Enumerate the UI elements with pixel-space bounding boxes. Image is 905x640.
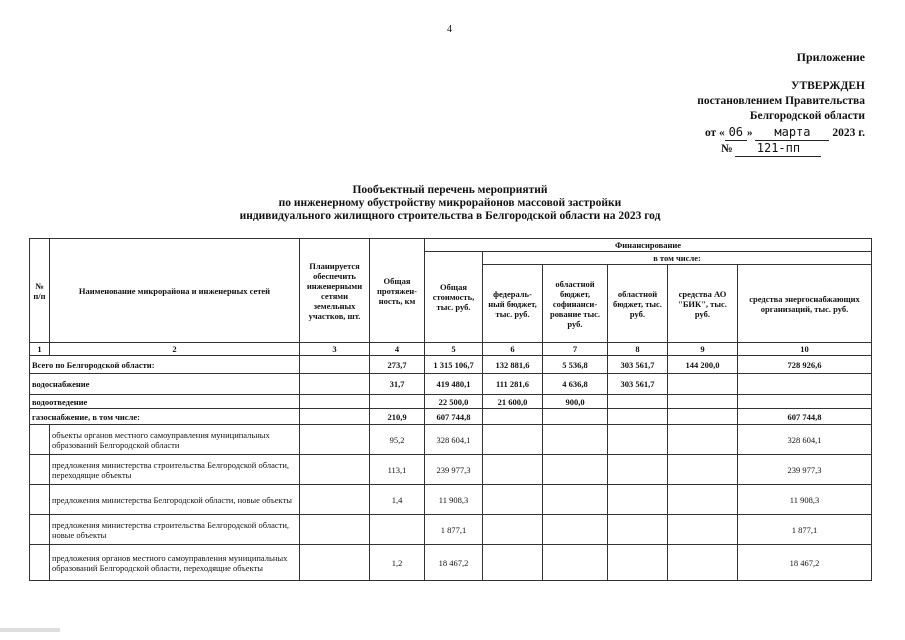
approval-number xyxy=(660,141,865,157)
row-energy: 18 467,2 xyxy=(738,545,872,581)
row-energy xyxy=(738,395,872,409)
row-plots xyxy=(300,395,370,409)
row-energy: 328 604,1 xyxy=(738,425,872,455)
row-cofin: 5 536,8 xyxy=(543,356,608,374)
measures-table xyxy=(29,238,872,581)
row-name: предложения министерства строительства Белгородской области, переходящие объекты xyxy=(50,455,300,485)
row-length xyxy=(370,395,425,409)
table-row xyxy=(30,374,872,395)
title-line-1: Пообъектный перечень мероприятий xyxy=(352,184,548,196)
date-day: 06 xyxy=(725,125,747,141)
table-row xyxy=(30,425,872,455)
row-bik xyxy=(668,515,738,545)
col-num-6: 6 xyxy=(483,343,543,356)
row-name: водоснабжение xyxy=(30,374,300,395)
header-cost: Общая стоимость, тыс. руб. xyxy=(425,252,483,343)
approval-line-2: Белгородской области xyxy=(749,110,865,122)
row-energy: 728 926,6 xyxy=(738,356,872,374)
row-cofin xyxy=(543,485,608,515)
col-num-2: 2 xyxy=(50,343,300,356)
row-plots xyxy=(300,515,370,545)
col-num-5: 5 xyxy=(425,343,483,356)
row-length: 1,4 xyxy=(370,485,425,515)
row-plots xyxy=(300,356,370,374)
header-federal: федераль-ный бюджет, тыс. руб. xyxy=(483,265,543,343)
row-cofin xyxy=(543,409,608,425)
row-length: 31,7 xyxy=(370,374,425,395)
row-length: 113,1 xyxy=(370,455,425,485)
row-bik xyxy=(668,545,738,581)
row-federal: 132 881,6 xyxy=(483,356,543,374)
row-energy: 1 877,1 xyxy=(738,515,872,545)
approval-block xyxy=(660,50,865,157)
row-federal xyxy=(483,515,543,545)
row-energy: 239 977,3 xyxy=(738,455,872,485)
appendix-label: Приложение xyxy=(796,50,865,64)
row-federal: 21 600,0 xyxy=(483,395,543,409)
row-regional xyxy=(608,545,668,581)
row-indent xyxy=(30,545,50,581)
row-indent xyxy=(30,425,50,455)
document-title xyxy=(170,184,730,223)
header-energy: средства энергоснабжающих организаций, тыс. руб. xyxy=(738,265,872,343)
title-line-2: по инженерному обустройству микрорайонов массовой застройки xyxy=(278,197,622,209)
row-plots xyxy=(300,409,370,425)
table-row xyxy=(30,485,872,515)
row-bik xyxy=(668,374,738,395)
row-federal xyxy=(483,409,543,425)
row-bik xyxy=(668,425,738,455)
row-bik xyxy=(668,485,738,515)
row-federal: 111 281,6 xyxy=(483,374,543,395)
header-num: № п/п xyxy=(30,239,50,343)
row-plots xyxy=(300,455,370,485)
col-num-4: 4 xyxy=(370,343,425,356)
table-row xyxy=(30,545,872,581)
row-cost: 419 480,1 xyxy=(425,374,483,395)
col-num-7: 7 xyxy=(543,343,608,356)
header-financing: Финансирование xyxy=(425,239,872,252)
date-month: марта xyxy=(755,125,829,141)
row-cofin: 900,0 xyxy=(543,395,608,409)
row-cofin: 4 636,8 xyxy=(543,374,608,395)
col-num-10: 10 xyxy=(738,343,872,356)
row-length xyxy=(370,515,425,545)
row-regional xyxy=(608,455,668,485)
header-length: Общая протяжен-ность, км xyxy=(370,239,425,343)
row-length: 210,9 xyxy=(370,409,425,425)
header-name: Наименование микрорайона и инженерных сетей xyxy=(50,239,300,343)
col-num-1: 1 xyxy=(30,343,50,356)
row-cost: 607 744,8 xyxy=(425,409,483,425)
row-name: предложения министерства Белгородской области, новые объекты xyxy=(50,485,300,515)
header-plots: Планируется обеспечить инженерными сетями земельных участков, шт. xyxy=(300,239,370,343)
row-cofin xyxy=(543,455,608,485)
header-including: в том числе: xyxy=(483,252,872,265)
row-plots xyxy=(300,545,370,581)
row-regional xyxy=(608,395,668,409)
row-plots xyxy=(300,485,370,515)
row-indent xyxy=(30,515,50,545)
row-name: предложения министерства строительства Белгородской области, новые объекты xyxy=(50,515,300,545)
header-regional: областной бюджет, тыс. руб. xyxy=(608,265,668,343)
approval-date xyxy=(660,125,865,141)
row-name: Всего по Белгородской области: xyxy=(30,356,300,374)
row-cost: 18 467,2 xyxy=(425,545,483,581)
row-bik xyxy=(668,409,738,425)
date-mid: » xyxy=(746,127,753,139)
row-federal xyxy=(483,545,543,581)
row-cost: 239 977,3 xyxy=(425,455,483,485)
row-cofin xyxy=(543,545,608,581)
date-prefix: от « xyxy=(704,127,725,139)
row-federal xyxy=(483,485,543,515)
row-cofin xyxy=(543,515,608,545)
approved-label: УТВЕРЖДЕН xyxy=(791,80,865,92)
header-bik: средства АО "БИК", тыс. руб. xyxy=(668,265,738,343)
row-cost: 22 500,0 xyxy=(425,395,483,409)
row-plots xyxy=(300,425,370,455)
row-regional: 303 561,7 xyxy=(608,374,668,395)
row-name: водоотведение xyxy=(30,395,300,409)
number-prefix: № xyxy=(721,143,733,155)
row-length: 273,7 xyxy=(370,356,425,374)
row-energy xyxy=(738,374,872,395)
title-line-3: индивидуального жилищного строительства в Белгородской области на 2023 год xyxy=(239,210,661,222)
row-name: газоснабжение, в том числе: xyxy=(30,409,300,425)
row-cost: 328 604,1 xyxy=(425,425,483,455)
col-num-9: 9 xyxy=(668,343,738,356)
table-row xyxy=(30,515,872,545)
column-numbers-row xyxy=(30,343,872,356)
col-num-8: 8 xyxy=(608,343,668,356)
row-energy: 607 744,8 xyxy=(738,409,872,425)
row-regional: 303 561,7 xyxy=(608,356,668,374)
row-cost: 11 908,3 xyxy=(425,485,483,515)
date-year: 2023 г. xyxy=(832,127,865,139)
approval-line-1: постановлением Правительства xyxy=(697,95,865,107)
header-regional-cofin: областной бюджет, софинанси-рование тыс. руб. xyxy=(543,265,608,343)
row-indent xyxy=(30,485,50,515)
row-name: предложения органов местного самоуправления муниципальных образований Белгородской области, переходящие объекты xyxy=(50,545,300,581)
row-regional xyxy=(608,425,668,455)
row-name: объекты органов местного самоуправления муниципальных образований Белгородской области xyxy=(50,425,300,455)
table-row xyxy=(30,409,872,425)
row-bik xyxy=(668,455,738,485)
row-bik xyxy=(668,395,738,409)
number-value: 121-пп xyxy=(735,141,821,157)
row-length: 1,2 xyxy=(370,545,425,581)
row-bik: 144 200,0 xyxy=(668,356,738,374)
table-row xyxy=(30,356,872,374)
table-row xyxy=(30,395,872,409)
row-cofin xyxy=(543,425,608,455)
row-regional xyxy=(608,515,668,545)
row-cost: 1 877,1 xyxy=(425,515,483,545)
row-federal xyxy=(483,425,543,455)
row-indent xyxy=(30,455,50,485)
row-energy: 11 908,3 xyxy=(738,485,872,515)
row-length: 95,2 xyxy=(370,425,425,455)
table-row xyxy=(30,455,872,485)
row-regional xyxy=(608,409,668,425)
col-num-3: 3 xyxy=(300,343,370,356)
row-regional xyxy=(608,485,668,515)
row-plots xyxy=(300,374,370,395)
page-number: 4 xyxy=(447,24,452,35)
row-federal xyxy=(483,455,543,485)
row-cost: 1 315 106,7 xyxy=(425,356,483,374)
scan-edge-artifact xyxy=(0,628,60,632)
